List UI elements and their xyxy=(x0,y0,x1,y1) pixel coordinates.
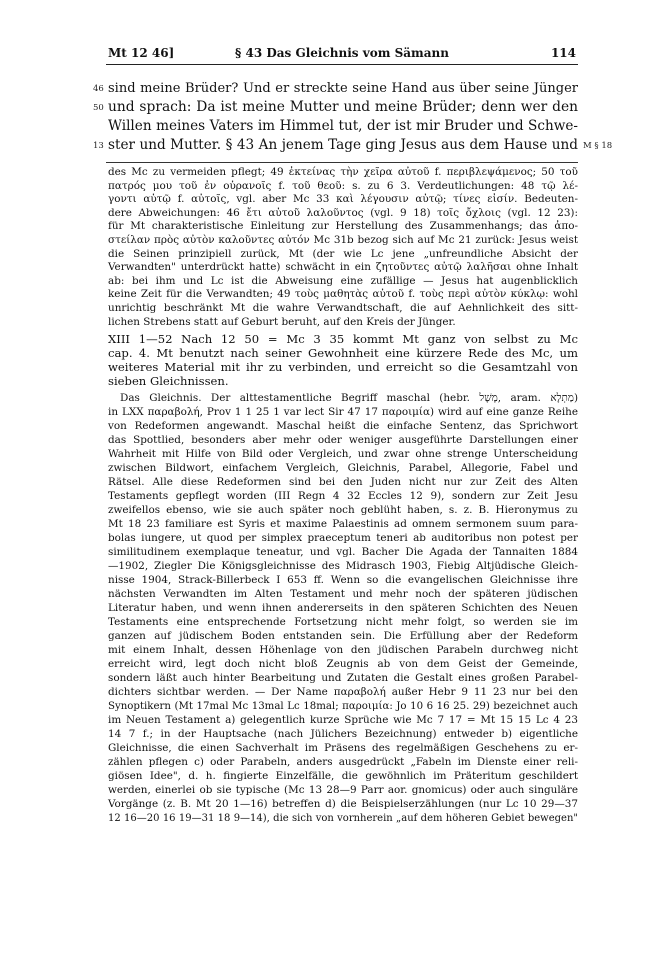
commentary-line: keine Zeit für die Verwandten; 49 τοὺς μαθητὰς αὐτοῦ f. τοὺς περὶ αὐτὸν κύκλῳ: wohl xyxy=(108,288,578,301)
chapter-intro-line: cap. 4. Mt benutzt nach seiner Gewohnheit eine kürzere Rede des Mc, um xyxy=(108,346,578,360)
commentary-line: dere Abweichungen: 46 ἔτι αὐτοῦ λαλοῦντος (vgl. 9 18) τοῖς ὄχλοις (vgl. 12 23): xyxy=(108,206,578,219)
gleichnis-line: dichters sichtbar werden. — Der Name παραβολή außer Hebr 9 11 23 nur bei den xyxy=(108,686,578,698)
gleichnis-line: erreicht wird, legt doch nicht bloß Zeugnis ab von dem Geist der Gemeinde, xyxy=(108,658,578,670)
gleichnis-line: bolas iungere, ut quod per simplex praeceptum teneri ab auditoribus non potest per xyxy=(108,532,578,544)
header-rule xyxy=(106,64,578,65)
chapter-intro-line: XIII 1—52 Nach 12 50 = Mc 3 35 kommt Mt ganz von selbst zu Mc xyxy=(108,332,578,346)
gleichnis-line: Vorgänge (z. B. Mt 20 1—16) betreffen d) die Beispielserzählungen (nur Lc 10 29—37 xyxy=(108,798,578,810)
main-text-line: sind meine Brüder? Und er streckte seine Hand aus über seine Jünger xyxy=(108,81,578,96)
gleichnis-line: Testaments eine entsprechende Fortsetzung nicht mehr folgt, so werden sie im xyxy=(108,616,578,628)
gleichnis-line: Das Gleichnis. Der alttestamentliche Begriff maschal (hebr. מָשָׁל, aram. מַתְלָא) xyxy=(120,392,578,404)
gleichnis-line: werden, einerlei ob sie typische (Mc 13 28—9 Parr aor. gnomicus) oder auch singuläre xyxy=(108,784,578,796)
gleichnis-line: Mt 18 23 familiare est Syris et maxime Palaestinis ad omnem sermonem suum para- xyxy=(108,518,578,530)
commentary-line: unrichtig beschränkt Mt die wahre Verwandtschaft, die auf Aehnlichkeit des sitt- xyxy=(108,302,578,314)
margin-chapter-number: 13 xyxy=(93,141,104,151)
gleichnis-line: von Redeformen angewandt. Maschal heißt die einfache Sentenz, das Sprichwort xyxy=(108,420,578,432)
gleichnis-line: nisse 1904, Strack-Billerbeck I 653 ff. Wenn so die evangelischen Gleichnisse ihre xyxy=(108,574,578,586)
gleichnis-line: giösen Idee", d. h. fingierte Einzelfälle, die gewöhnlich im Präteritum geschildert xyxy=(108,770,578,782)
running-header xyxy=(108,46,576,64)
footnote-separator xyxy=(106,162,578,163)
commentary-line: des Mc zu vermeiden pflegt; 49 ἐκτείνας τὴν χεῖρα αὐτοῦ f. περιβλεψάμενος; 50 τοῦ xyxy=(108,166,578,178)
gleichnis-line: Rätsel. Alle diese Redeformen sind bei den Juden nicht nur zur Zeit des Alten xyxy=(108,476,578,488)
gleichnis-line: Literatur haben, und wenn ihnen andererseits in den späteren Schichten des Neuen xyxy=(108,602,578,614)
margin-verse-number: 50 xyxy=(93,103,104,113)
gleichnis-line: zwischen Bildwort, einfachem Vergleich, Gleichnis, Parabel, Allegorie, Fabel und xyxy=(108,462,578,474)
gleichnis-line: —1902, Ziegler Die Königsgleichnisse des Midrasch 1903, Fiebig Altjüdische Gleich- xyxy=(108,560,578,572)
gleichnis-line: sondern läßt auch hinter Bearbeitung und Zutaten die Gestalt eines großen Parabel- xyxy=(108,672,578,684)
main-text-line: Willen meines Vaters im Himmel tut, der ist mir Bruder und Schwe- xyxy=(108,118,578,134)
gleichnis-line: ganzen auf jüdischem Boden entstanden sein. Die Erfüllung aber der Redeform xyxy=(108,630,578,642)
gleichnis-line: 14 7 f.; in der Hauptsache (nach Jülichers Bezeichnung) entweder b) eigentliche xyxy=(108,728,578,740)
chapter-intro-line: weiteres Material mit ihr zu verbinden, und erreicht so die Gesamtzahl von xyxy=(108,360,578,374)
commentary-line: die Seinen prinzipiell zurück, Mt (der wie Lc jene „unfreundliche Absicht der xyxy=(108,247,578,260)
header-reference: Mt 12 46] xyxy=(108,46,175,60)
chapter-intro-line: sieben Gleichnissen. xyxy=(108,374,229,388)
gleichnis-line: Gleichnisse, die einen Sachverhalt im Präsens des regelmäßigen Geschehens zu er- xyxy=(108,742,578,754)
commentary-line: lichen Strebens statt auf Geburt beruht, auf den Kreis der Jünger. xyxy=(108,315,456,328)
gleichnis-line: zweifellos ebenso, wie sie auch später noch geblüht haben, s. z. B. Hieronymus zu xyxy=(108,504,578,516)
commentary-line: γοντι αὐτῷ f. αὐτοῖς, vgl. aber Mc 33 καὶ λέγουσιν αὐτῷ; τίνες εἰσίν. Bedeuten- xyxy=(108,193,578,206)
gleichnis-line: mit einem Inhalt, dessen Höhenlage von den jüdischen Parabeln durchweg nicht xyxy=(108,644,578,656)
commentary-line: Verwandten" unterdrückt hatte) schwächt in ein ζητοῦντες αὐτῷ λαλῆσαι ohne Inhalt xyxy=(108,261,578,274)
commentary-line: πατρός μου τοῦ ἐν οὐρανοῖς f. τοῦ θεοῦ: s. zu 6 3. Verdeutlichungen: 48 τῷ λέ- xyxy=(108,179,578,192)
gleichnis-line: Testaments gepflegt worden (III Regn 4 32 Eccles 12 9), sondern zur Zeit Jesu xyxy=(108,490,578,502)
margin-verse-number: 46 xyxy=(93,84,104,94)
gleichnis-line: in LXX παραβολή, Prov 1 1 25 1 var lect Sir 47 17 παροιμία) wird auf eine ganze Reihe xyxy=(108,406,578,418)
page-number: 114 xyxy=(550,46,576,60)
gleichnis-line: similitudinem exemplaque teneatur, und vgl. Bacher Die Agada der Tannaiten 1884 xyxy=(108,546,578,558)
gleichnis-line: nächsten Verwandten im Alten Testament und mehr noch der späteren jüdischen xyxy=(108,588,578,600)
gleichnis-line: zählen pflegen c) oder Parabeln, anders ausgedrückt „Fabeln im Dienste einer reli- xyxy=(108,756,578,768)
commentary-line: ab: bei ihm und Lc ist die Abweisung eine zufällige — Jesus hat augenblicklich xyxy=(108,274,578,287)
gleichnis-line: im Neuen Testament a) gelegentlich kurze Sprüche wie Mc 7 17 = Mt 15 15 Lc 4 23 xyxy=(108,714,578,726)
gleichnis-line: 12 16—20 16 19—31 18 9—14), die sich von vornherein „auf dem höheren Gebiet bewegen" xyxy=(108,813,578,824)
gleichnis-line: das Spottlied, besonders aber mehr oder weniger ausgeführte Darstellungen einer xyxy=(108,434,578,446)
main-text-line: und sprach: Da ist meine Mutter und meine Brüder; denn wer den xyxy=(108,99,578,115)
gleichnis-line: Synoptikern (Mt 17mal Mc 13mal Lc 18mal; παροιμία: Jo 10 6 16 25. 29) bezeichnet auch xyxy=(108,701,578,712)
header-section-title: § 43 Das Gleichnis vom Sämann xyxy=(235,46,449,60)
gleichnis-line: Wahrheit mit Hilfe von Bild oder Vergleich, und zwar ohne strenge Unterscheidung xyxy=(108,448,578,460)
commentary-line: στείλαν πρὸς αὐτὸν καλοῦντες αὐτόν Mc 31b bezog sich auf Mc 21 zurück: Jesus weist xyxy=(108,234,578,246)
commentary-line: für Mt charakteristische Einleitung zur Herstellung des Zusammenhangs; das ἀπο- xyxy=(108,220,578,233)
main-text-line: ster und Mutter. § 43 An jenem Tage ging Jesus aus dem Hause und xyxy=(108,137,578,153)
margin-parallel-reference: M § 18 xyxy=(583,141,613,151)
